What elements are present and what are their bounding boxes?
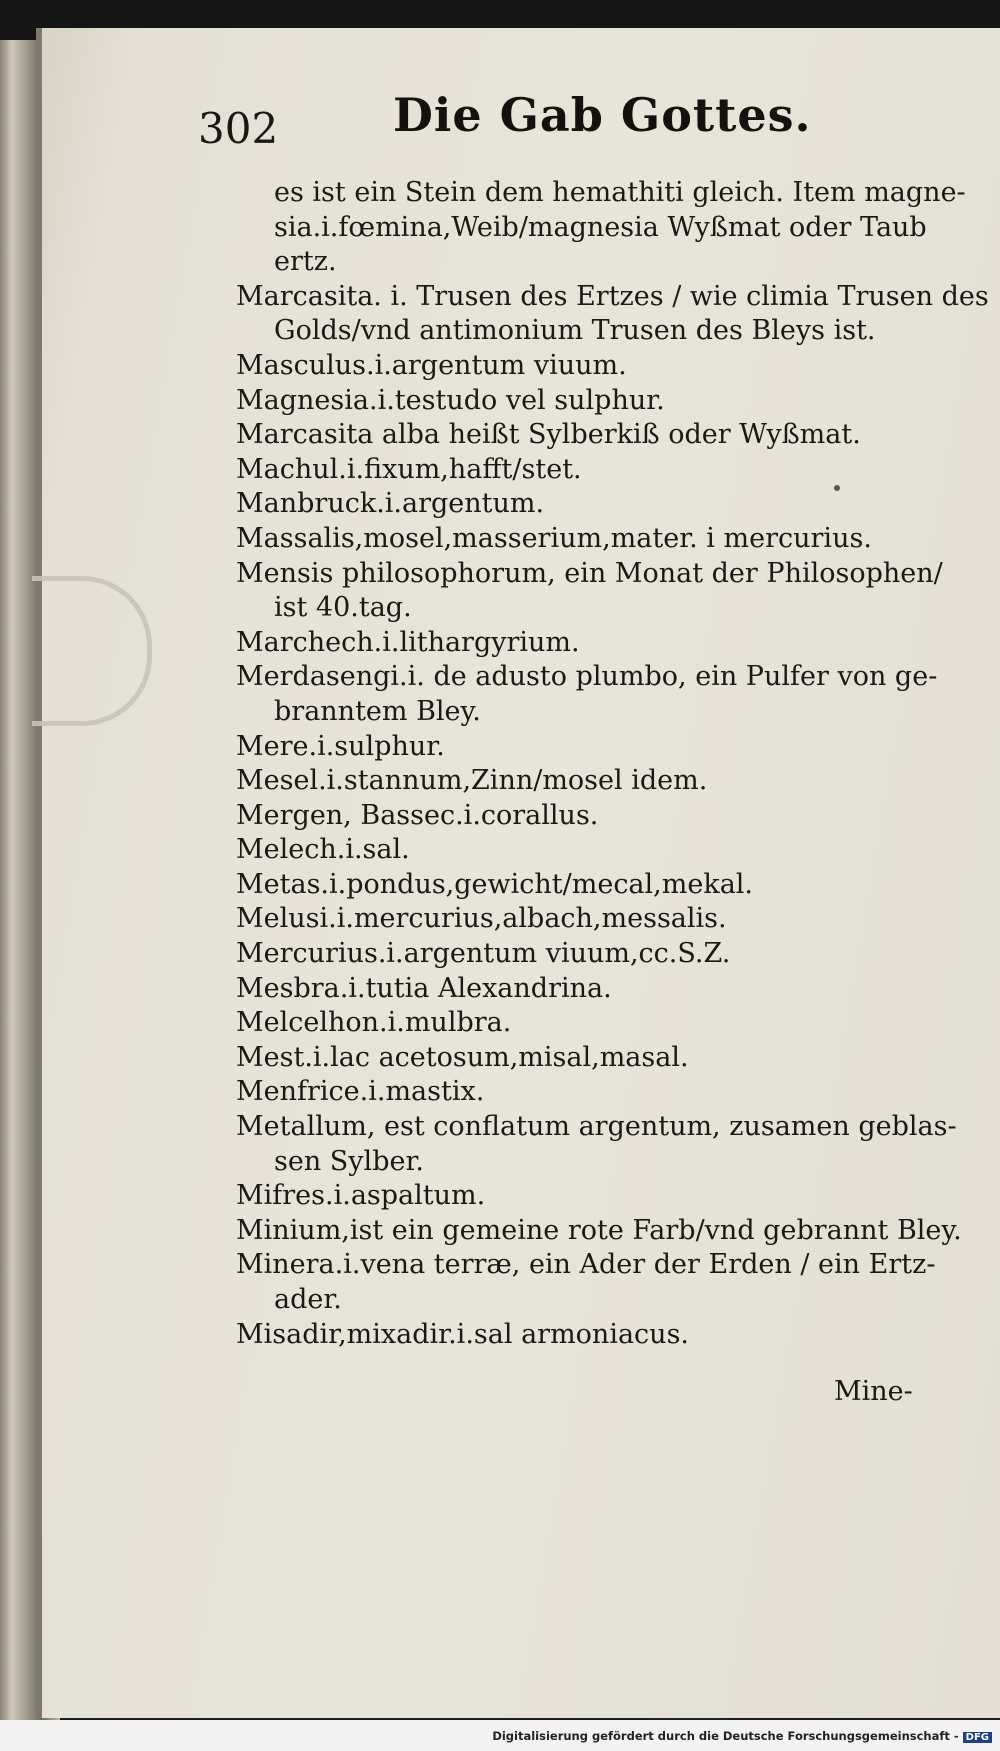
text-line: Massalis,mosel,masserium,mater. i mercurius. [236, 522, 872, 554]
text-line: Marchech.i.lithargyrium. [236, 626, 580, 658]
text-line: Golds/vnd antimonium Trusen des Bleys ist. [274, 315, 876, 347]
text-line: Melusi.i.mercurius,albach,messalis. [236, 903, 727, 935]
text-line: Manbruck.i.argentum. [236, 488, 545, 520]
text-line: sia.i.fœmina,Weib/magnesia Wyßmat oder Taub [274, 211, 927, 243]
text-line: Metas.i.pondus,gewicht/mecal,mekal. [236, 868, 754, 900]
text-line: Menfrice.i.mastix. [236, 1076, 485, 1108]
text-line: Machul.i.fixum,hafft/stet. [236, 453, 582, 485]
page-clip [32, 576, 152, 726]
text-line: Marcasita alba heißt Sylberkiß oder Wyßmat. [236, 419, 861, 451]
text-line: Mensis philosophorum, ein Monat der Philosophen/ [236, 557, 943, 589]
page-header [198, 84, 898, 154]
text-line: es ist ein Stein dem hemathiti gleich. Item magne- [274, 177, 966, 208]
text-line: Mesbra.i.tutia Alexandrina. [236, 972, 612, 1004]
text-line: Mercurius.i.argentum viuum,cc.S.Z. [236, 938, 731, 970]
text-line: Magnesia.i.testudo vel sulphur. [236, 384, 665, 416]
dfg-logo[interactable]: DFG [963, 1732, 992, 1743]
text-line: Merdasengi.i. de adusto plumbo, ein Pulfer von ge- [236, 661, 938, 693]
ink-speck [834, 485, 840, 491]
text-line: Mifres.i.aspaltum. [236, 1180, 486, 1212]
text-line: ader. [274, 1284, 342, 1315]
text-line: Minera.i.vena terræ, ein Ader der Erden / ein Ertz- [236, 1249, 936, 1281]
text-line: ertz. [274, 246, 337, 278]
text-line: sen Sylber. [274, 1145, 424, 1177]
page-text [236, 176, 989, 1352]
text-line: Misadir,mixadir.i.sal armoniacus. [236, 1318, 690, 1350]
text-line: Marcasita. i. Trusen des Ertzes / wie climia Trusen des [236, 280, 989, 312]
text-line: Masculus.i.argentum viuum. [236, 349, 627, 381]
text-line: Minium,ist ein gemeine rote Farb/vnd gebrannt Bley. [236, 1214, 962, 1246]
text-line: Metallum, est conflatum argentum, zusamen geblas- [236, 1111, 957, 1143]
text-line: Melcelhon.i.mulbra. [236, 1007, 512, 1039]
credit-text: Digitalisierung gefördert durch die Deutsche Forschungsgemeinschaft - [492, 1729, 959, 1743]
text-line: branntem Bley. [274, 695, 481, 727]
text-line: ist 40.tag. [274, 592, 412, 624]
text-line: Mergen, Bassec.i.corallus. [236, 799, 599, 831]
text-line: Mere.i.sulphur. [236, 730, 445, 762]
text-line: Mesel.i.stannum,Zinn/mosel idem. [236, 765, 708, 797]
running-title: Die Gab Gottes. [393, 88, 812, 142]
text-line: Mest.i.lac acetosum,misal,masal. [236, 1041, 689, 1073]
catchword: Mine- [834, 1376, 913, 1407]
text-line: Melech.i.sal. [236, 834, 410, 866]
digitization-credit [492, 1729, 992, 1743]
page-number: 302 [198, 104, 279, 153]
